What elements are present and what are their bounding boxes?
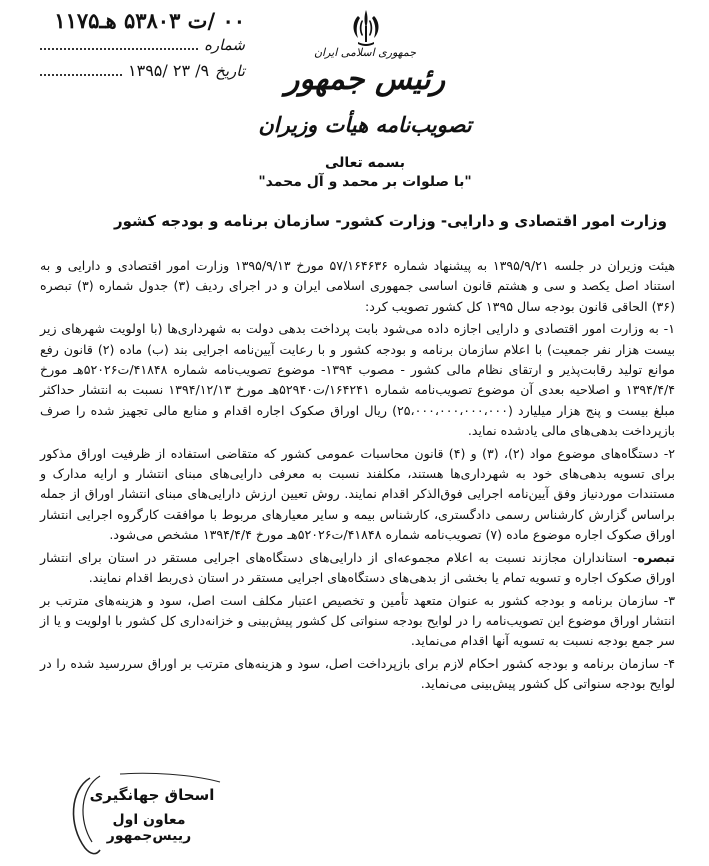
country-name: جمهوری اسلامی ایران <box>313 46 417 59</box>
reference-number: ١١٧۵٠٠ /ت ۵٣٨٠٣ هـ <box>54 8 245 33</box>
president-title: رئیس جمهور <box>284 62 446 97</box>
signatory-title: معاون اول رییس‌جمهور <box>106 812 192 844</box>
date-label: تاریخ <box>215 62 245 80</box>
dotted-rule <box>40 34 198 50</box>
decree-subtitle: تصویب‌نامه هیأت وزیران <box>258 112 472 137</box>
recipients: وزارت امور اقتصادی و دارایی- وزارت کشور- سازمان برنامه و بودجه کشور <box>113 212 667 230</box>
intro-paragraph: هیئت وزیران در جلسه ١٣٩۵/٩/٢١ به پیشنهاد شماره ۵٧/١۶۴۶٣۶ مورخ ١٣٩۵/٩/١٣ وزارت امور اقتصادی و دارایی و به استناد اصل یکصد و سی و هشتم قانون اساسی جمهوری اسلامی ایران و در اجرای ردیف (٣) جدول شماره (٣) تبصره (٣۶) الحاقی قانون بودجه سال ١٣٩۵ کل کشور تصویب کرد: <box>40 258 675 314</box>
number-label-row <box>40 34 245 60</box>
reference-number-row <box>40 8 245 34</box>
salawat: "با صلوات بر محمد و آل محمد" <box>258 174 472 190</box>
article-2: ٢- دستگاه‌های موضوع مواد (٢)، (٣) و (۴) قانون محاسبات عمومی کشور که متقاضی استفاده از ظرفیت اوراق مذکور برای تسویه بدهی‌های خود به شهرداری‌ها هستند، مکلفند نسبت به معرفی دارایی‌های مبنای انتشار و ارایه مدارک و مستندات موردنیاز وفق آیین‌نامه اجرایی فوق‌الذکر اقدام نمایند. روش تعیین ارزش دارایی‌های مبنای انتشار اوراق از جمله براساس گزارش کارشناس رسمی دادگستری، کارشناس بیمه و سایر معیارهای مربوط با موافقت کارگروه اجرایی انتشار اوراق صکوک اجاره موضوع ماده (٧) تصویب‌نامه شماره ۴١۸۴۸/ت۵٢٠٢۶هـ مورخ ١٣٩۴/۴/۴ مشخص می‌شود. <box>40 445 675 543</box>
reference-block <box>40 8 245 86</box>
iran-emblem-icon <box>344 6 388 50</box>
dotted-rule <box>40 60 122 76</box>
signature-block <box>60 770 230 860</box>
bismillah: بسمه تعالی <box>324 155 406 171</box>
note-label: تبصره <box>637 549 675 565</box>
date-row <box>40 60 245 86</box>
note-paragraph <box>40 548 675 589</box>
number-label: شماره <box>204 36 245 54</box>
article-3: ٣- سازمان برنامه و بودجه کشور به عنوان متعهد تأمین و تخصیص اعتبار مکلف است اصل، سود و هزینه‌های مترتب بر انتشار اوراق موضوع این تصویب‌نامه را در لوایح بودجه سنواتی کل کشور پیش‌بینی و خزانه‌داری کل کشور با اولویت و یا از سر جمع بودجه نسبت به تسویه آنها اقدام می‌نماید. <box>40 592 675 649</box>
article-4: ۴- سازمان برنامه و بودجه کشور احکام لازم برای بازپرداخت اصل، سود و هزینه‌های مترتب بر اوراق سررسید شده را در لوایح بودجه سنواتی کل کشور پیش‌بینی می‌نماید. <box>40 655 675 692</box>
signatory-name: اسحاق جهانگیری <box>89 786 215 804</box>
decree-body <box>40 256 675 695</box>
date-value: ١٣٩۵/ ٩/ ٢٣ <box>128 61 210 80</box>
note-text: - استانداران مجازند نسبت به اعلام مجموعه‌ای از دارایی‌های دستگاه‌های اجرایی مستقر در استان برای انتشار اوراق صکوک اجاره و تسویه تمام یا بخشی از بدهی‌های دستگاه‌های اجرایی مستقر در استان ذی‌ربط اقدام نمایند. <box>40 549 675 586</box>
article-1: ١- به وزارت امور اقتصادی و دارایی اجازه داده می‌شود بابت پرداخت بدهی دولت به شهرداری‌ها (با اولویت شهرهای زیر بیست هزار نفر جمعیت) با اعلام سازمان برنامه و بودجه کشور و با رعایت آیین‌نامه اجرایی بند (ب) ماده (٢) قانون رفع موانع تولید رقابت‌پذیر و ارتقای نظام مالی کشور - مصوب ١٣٩۴- موضوع تصویب‌نامه شماره ۴١۸۴۸/ت۵٢٠٢۶هـ مورخ ١٣٩۴/۴/۴ و اصلاحیه بعدی آن موضوع تصویب‌نامه شماره ١۶۴٢۴١/ت۵٢٩۴٠هـ مورخ ١٣٩۴/١٢/١٣ نسبت به انتشار حداکثر مبلغ بیست و پنج هزار میلیارد (٢۵،٠٠٠،٠٠٠،٠٠٠،٠٠٠) ریال اوراق صکوک اجاره اقدام و منابع مالی تجهیز شده را صرف بازپرداخت بدهی‌های مالی یادشده نماید. <box>40 321 676 439</box>
